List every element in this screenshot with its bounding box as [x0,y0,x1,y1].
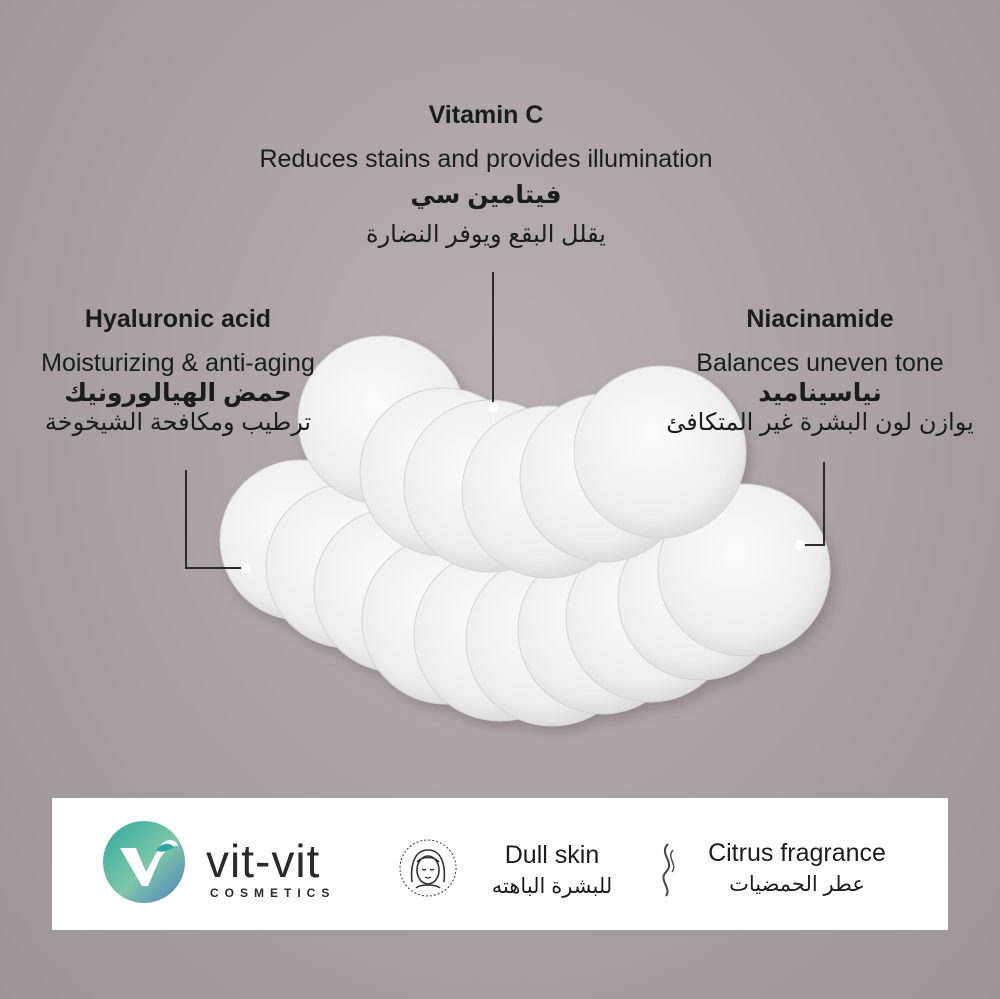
niacinamide-desc-en: Balances uneven tone [696,349,944,377]
niacinamide-name-en: Niacinamide [746,305,894,333]
brand-subtitle: COSMETICS [210,886,336,900]
niacinamide-label [640,304,1000,438]
vitamin-c-desc-en: Reduces stains and provides illumination [259,145,713,173]
niacinamide-name-ar: نياسيناميد [758,379,882,407]
vitamin-c-name-en: Vitamin C [428,101,544,129]
citrus-fragrance-en: Citrus fragrance [708,839,886,867]
citrus-fragrance-ar: عطر الحمضيات [729,873,865,896]
niacinamide-desc-ar: يوازن لون البشرة غير المتكافئ [666,409,974,436]
vitamin-c-callout-dot [488,402,498,412]
hyaluronic-label [18,304,338,438]
vitamin-c-desc-ar: يقلل البقع ويوفر النضارة [366,221,606,248]
v-leaf-logo-icon [102,820,192,904]
brand-logo [102,820,362,908]
citrus-fragrance-feature [692,838,902,900]
dull-skin-ar: للبشرة الباهته [491,875,613,898]
hyaluronic-desc-ar: ترطيب ومكافحة الشيخوخة [44,409,312,436]
hyaluronic-callout-dot [241,563,251,573]
brand-name: vit-vit [206,835,321,887]
vitamin-c-name-ar: فيتامين سي [410,181,562,209]
bottom-info-bar [52,798,948,930]
vitamin-c-label [186,100,786,250]
dull-skin-feature [472,840,632,902]
steam-icon [654,840,680,900]
niacinamide-callout-dot [795,540,805,550]
hyaluronic-name-ar: حمض الهيالورونيك [64,379,292,407]
face-icon [398,838,458,898]
hyaluronic-desc-en: Moisturizing & anti-aging [41,349,315,377]
hyaluronic-name-en: Hyaluronic acid [84,305,272,333]
dull-skin-en: Dull skin [504,841,600,869]
